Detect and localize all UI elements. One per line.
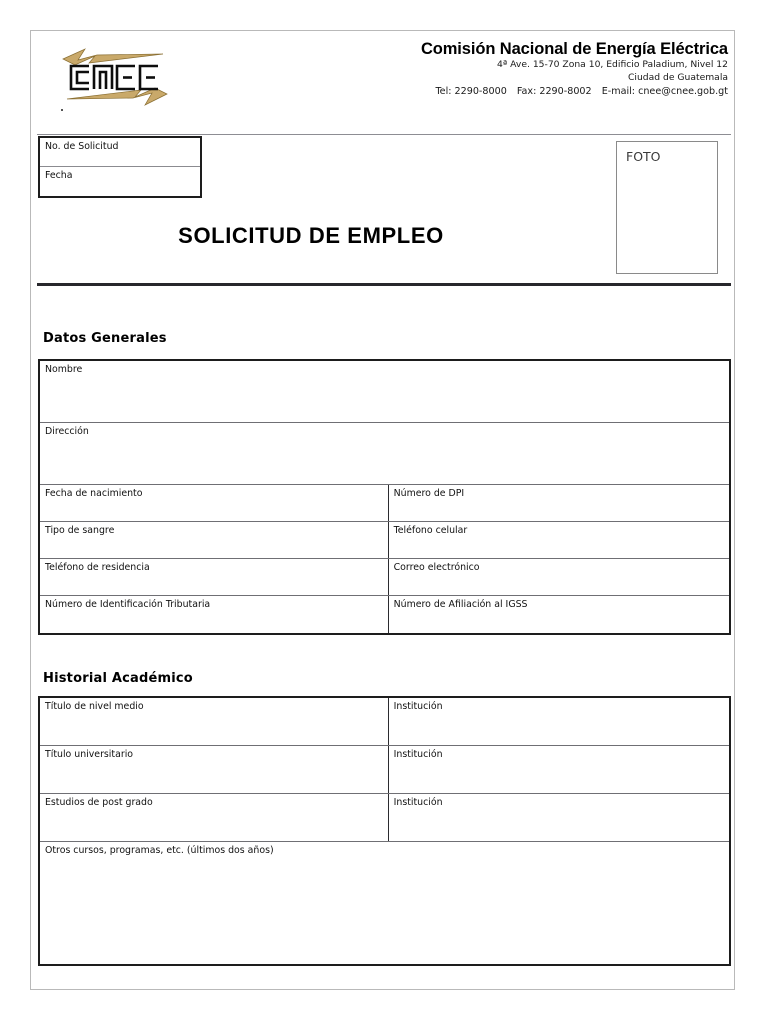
- field-label: Institución: [393, 701, 443, 712]
- document-page: [30, 30, 735, 990]
- organization-contact: [308, 85, 728, 99]
- table-row: [40, 746, 729, 794]
- solicitud-info-box: [38, 136, 202, 198]
- field-label: Número de DPI: [393, 488, 465, 499]
- field-numero-dpi[interactable]: [389, 485, 729, 521]
- field-label: Nombre: [45, 364, 83, 375]
- field-afiliacion-igss[interactable]: [389, 596, 729, 633]
- form-table-historial-academico: [38, 696, 731, 966]
- header-divider-rule: [37, 134, 731, 135]
- field-nombre[interactable]: [40, 361, 729, 422]
- field-label: Título universitario: [45, 749, 134, 760]
- form-table-datos-generales: [38, 359, 731, 635]
- section-heading-historial-academico: Historial Académico: [43, 671, 193, 686]
- page-title: SOLICITUD DE EMPLEO: [178, 223, 444, 248]
- field-label: Institución: [393, 749, 443, 760]
- field-telefono-celular[interactable]: [389, 522, 729, 558]
- table-row: [40, 559, 729, 596]
- field-tipo-sangre[interactable]: [40, 522, 389, 558]
- table-row: [40, 423, 729, 485]
- photo-placeholder-box[interactable]: [616, 141, 718, 274]
- field-institucion-nivel-medio[interactable]: [389, 698, 729, 745]
- field-label: Institución: [393, 797, 443, 808]
- field-label: Número de Afiliación al IGSS: [393, 599, 528, 610]
- photo-label: FOTO: [626, 149, 661, 164]
- organization-phone: Tel: 2290-8000: [435, 86, 507, 97]
- field-label: Teléfono de residencia: [45, 562, 150, 573]
- table-row: [40, 361, 729, 423]
- organization-fax: Fax: 2290-8002: [516, 86, 592, 97]
- field-nit[interactable]: [40, 596, 389, 633]
- organization-address-line1: 4ª Ave. 15-70 Zona 10, Edificio Paladium, Nivel 12: [497, 59, 728, 70]
- solicitud-numero-label: No. de Solicitud: [45, 141, 119, 152]
- organization-name: Comisión Nacional de Energía Eléctrica: [420, 40, 728, 58]
- field-label: Correo electrónico: [393, 562, 480, 573]
- table-row: [40, 596, 729, 633]
- field-direccion[interactable]: [40, 423, 729, 484]
- field-estudios-post-grado[interactable]: [40, 794, 389, 841]
- organization-email: E-mail: cnee@cnee.gob.gt: [601, 86, 728, 97]
- field-correo-electronico[interactable]: [389, 559, 729, 595]
- table-row: [40, 485, 729, 522]
- table-row: [40, 794, 729, 842]
- field-label: Estudios de post grado: [45, 797, 153, 808]
- field-telefono-residencia[interactable]: [40, 559, 389, 595]
- cnee-logo: [45, 39, 185, 117]
- section-heading-datos-generales: Datos Generales: [43, 331, 167, 346]
- field-otros-cursos[interactable]: [40, 842, 729, 964]
- solicitud-fecha-label: Fecha: [45, 170, 73, 181]
- table-row: [40, 698, 729, 746]
- field-label: Número de Identificación Tributaria: [45, 599, 211, 610]
- document-header: [31, 31, 736, 131]
- table-row: [40, 842, 729, 964]
- field-institucion-post-grado[interactable]: [389, 794, 729, 841]
- organization-info: [308, 39, 728, 99]
- field-label: Tipo de sangre: [45, 525, 115, 536]
- field-label: Título de nivel medio: [45, 701, 144, 712]
- solicitud-fecha-row[interactable]: [40, 167, 200, 196]
- field-fecha-nacimiento[interactable]: [40, 485, 389, 521]
- field-label: Teléfono celular: [393, 525, 468, 536]
- field-titulo-universitario[interactable]: [40, 746, 389, 793]
- table-row: [40, 522, 729, 559]
- field-label: Otros cursos, programas, etc. (últimos dos años): [45, 845, 274, 856]
- field-label: Dirección: [45, 426, 89, 437]
- organization-address-line2: Ciudad de Guatemala: [628, 71, 728, 83]
- field-label: Fecha de nacimiento: [45, 488, 143, 499]
- field-titulo-nivel-medio[interactable]: [40, 698, 389, 745]
- title-divider-rule: [37, 283, 731, 286]
- solicitud-numero-row[interactable]: [40, 138, 200, 167]
- field-institucion-universitaria[interactable]: [389, 746, 729, 793]
